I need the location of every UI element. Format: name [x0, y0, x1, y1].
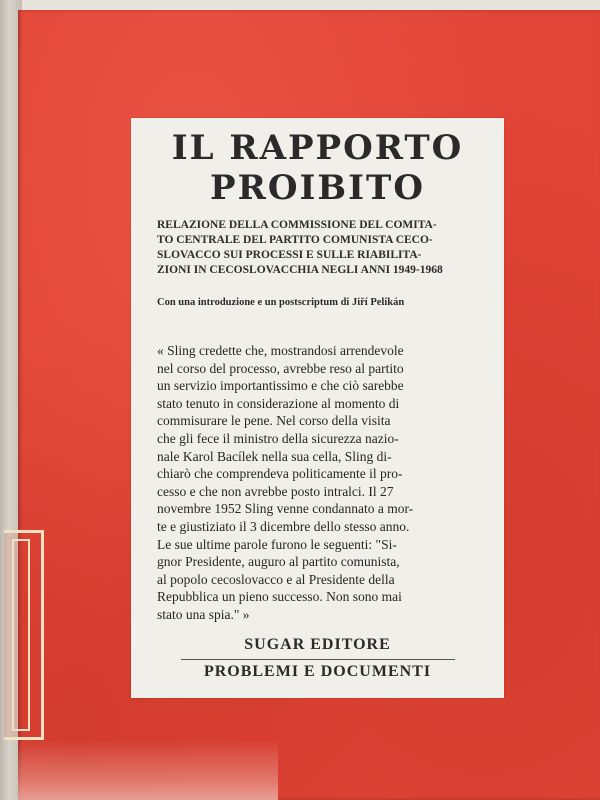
- series-name: PROBLEMI E DOCUMENTI: [203, 663, 432, 680]
- publisher-divider: [181, 659, 455, 660]
- quote-block: « Sling credette che, mostrandosi arrendevole nel corso del processo, avrebbe reso al partito un servizio importantissimo e che ciò sarebbe stato tenuto in considerazione al momento di commisurare le pene. Nel corso della visita che gli fece il ministro della sicurezza nazio- nale Karol Bacílek nella sua cella, Sling di- chiarò che comprendeva politicamente il pro- cesso e che non avrebbe posto intralci. Il 27 novembre 1952 Sling venne condannato a mor- te e giustiziato il 3 dicembre dello stesso anno. Le sue ultime parole furono le seguenti: "Si- gnor Presidente, auguro al partito comunista, al popolo cecoslovacco e al Presidente della Repubblica un pieno successo. Non sono mai stato una spia." »: [157, 343, 414, 622]
- book-title-line-1: IL RAPPORTO: [171, 128, 464, 168]
- cover-wear: [18, 740, 278, 800]
- library-sticker-frame: [12, 539, 30, 731]
- book-title-line-2: PROIBITO: [210, 168, 425, 208]
- publisher-name: SUGAR EDITORE: [244, 636, 391, 653]
- introduction-credit: Con una introduzione e un postscriptum di Jiří Pelikán: [157, 297, 405, 308]
- text-panel: [131, 118, 504, 698]
- library-sticker: [4, 530, 44, 740]
- book-title: [131, 128, 504, 208]
- book-subtitle: RELAZIONE DELLA COMMISSIONE DEL COMITA- TO CENTRALE DEL PARTITO COMUNISTA CECO- SLOVACCO SUI PROCESSI E SULLE RIABILITA- ZIONI IN CECOSLOVACCHIA NEGLI ANNI 1949-1968: [157, 219, 443, 276]
